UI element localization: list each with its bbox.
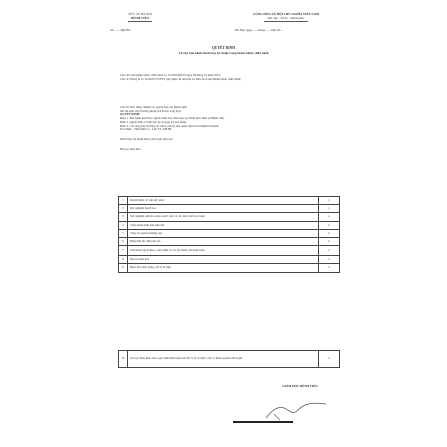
body-line: Điều 2. Quyết định có hiệu lực kể từ ngày ký ban hành. bbox=[120, 120, 187, 124]
table-row bbox=[119, 229, 340, 237]
header-left-underline bbox=[128, 21, 152, 22]
body-line: QUYẾT ĐỊNH: bbox=[120, 113, 141, 117]
document-date: Hà Nội, ngày ..... tháng ..... năm 20.... bbox=[235, 28, 284, 32]
table-row bbox=[119, 264, 340, 272]
header-left-line2: BỆNH VIỆN bbox=[131, 16, 149, 20]
row-text: Nội soi tiêu hóa bbox=[128, 256, 319, 264]
header-right-line2: Độc lập - Tự do - Hạnh phúc bbox=[267, 16, 305, 20]
document-title bbox=[0, 46, 447, 55]
row-number: 3 bbox=[119, 213, 128, 221]
row-value: x bbox=[319, 229, 340, 237]
row-value: x bbox=[319, 264, 340, 272]
row-number: 7 bbox=[119, 246, 128, 256]
row-number: 8 bbox=[119, 256, 128, 264]
technique-table bbox=[118, 196, 340, 273]
table-row bbox=[119, 221, 340, 229]
row-number: 9 bbox=[119, 264, 128, 272]
intro-line: Căn cứ Thông tư số 32/2023/TT-BYT quy định chi tiết một số điều của Luật Khám bệnh, chữa bệnh; bbox=[120, 77, 242, 81]
row-text: Phục hồi chức năng, vật lý trị liệu bbox=[128, 264, 319, 272]
row-number: 6 bbox=[119, 237, 128, 245]
row-text: Điện tâm đồ, điện não đồ bbox=[128, 237, 319, 245]
table-row bbox=[119, 246, 340, 256]
body-line: Danh mục kỹ thuật được phê duyệt như sau: bbox=[120, 137, 174, 141]
row-value: x bbox=[319, 213, 340, 221]
table-row bbox=[119, 197, 340, 205]
row-text: Chụp X-quang thường quy bbox=[128, 229, 319, 237]
header-left bbox=[100, 12, 180, 22]
row-value: x bbox=[319, 197, 340, 205]
header-right-underline bbox=[264, 21, 308, 22]
body-line: Căn cứ chức năng, nhiệm vụ, quyền hạn của Bệnh viện; bbox=[120, 106, 188, 109]
row-value: x bbox=[319, 221, 340, 229]
header-right-line1: CỘNG HÒA XÃ HỘI CHỦ NGHĨA VIỆT NAM bbox=[252, 12, 320, 16]
row-number: 2 bbox=[119, 205, 128, 213]
row-number: 4 bbox=[119, 221, 128, 229]
row-text: Xét nghiệm sinh hóa máu, nước tiểu và các dịch sinh học khác bbox=[128, 213, 319, 221]
title-line2: Về việc ban hành danh mục kỹ thuật trong khám bệnh, chữa bệnh bbox=[178, 50, 269, 55]
body-line: Điều 1. Ban hành kèm theo Quyết định này danh mục kỹ thuật thực hiện tại Bệnh viện. bbox=[120, 117, 225, 121]
body-line: Phụ lục kèm theo bbox=[120, 147, 141, 151]
technique-table-continued bbox=[118, 350, 340, 368]
header-right bbox=[216, 12, 356, 22]
row-value: x bbox=[319, 351, 340, 368]
signature-underline bbox=[233, 421, 293, 423]
row-text: Khám bệnh, tư vấn sức khỏe bbox=[128, 197, 319, 205]
signer-title: GIÁM ĐỐC BỆNH VIỆN bbox=[282, 384, 318, 388]
table-row bbox=[119, 213, 340, 221]
body-line: Điều 3. Các ông (bà) Trưởng các khoa, phòng liên quan chịu trách nhiệm thi hành. bbox=[120, 124, 220, 128]
table-row bbox=[119, 237, 340, 245]
row-text: Các kỹ thuật khác theo quy định hiện hành của Bộ Y tế và được cấp có thẩm quyền phê duyệt bbox=[128, 351, 319, 368]
row-value: x bbox=[319, 256, 340, 264]
row-value: x bbox=[319, 246, 340, 256]
intro-line: Căn cứ Luật Khám bệnh, chữa bệnh số 15/2023/QH15 ngày 09 tháng 01 năm 2023; bbox=[120, 74, 221, 77]
row-text: Thủ thuật ngoại khoa, tiểu phẫu và các kỹ thuật can thiệp khác bbox=[128, 246, 319, 256]
header-left-line1: SỞ Y TẾ HÀ NỘI bbox=[128, 12, 152, 16]
table-row bbox=[119, 205, 340, 213]
row-number: 1 bbox=[119, 197, 128, 205]
row-number: 5 bbox=[119, 229, 128, 237]
row-number: 10 bbox=[119, 351, 128, 368]
document-number: Số: ....../QĐ-BV bbox=[110, 28, 131, 32]
body-line: Xét đề nghị của Trưởng phòng Kế hoạch tổng hợp; bbox=[120, 109, 182, 113]
intro-paragraph bbox=[120, 74, 330, 81]
table-row bbox=[119, 351, 340, 368]
row-value: x bbox=[319, 237, 340, 245]
row-value: x bbox=[319, 205, 340, 213]
body-line: Nơi nhận: - Như Điều 3; - Lưu VT, KHTH. bbox=[120, 128, 172, 132]
row-text: Xét nghiệm huyết học bbox=[128, 205, 319, 213]
row-text: Chẩn đoán hình ảnh siêu âm bbox=[128, 221, 319, 229]
title-line1: QUYẾT ĐỊNH bbox=[212, 46, 235, 50]
table-row bbox=[119, 256, 340, 264]
body-paragraph bbox=[120, 106, 330, 151]
